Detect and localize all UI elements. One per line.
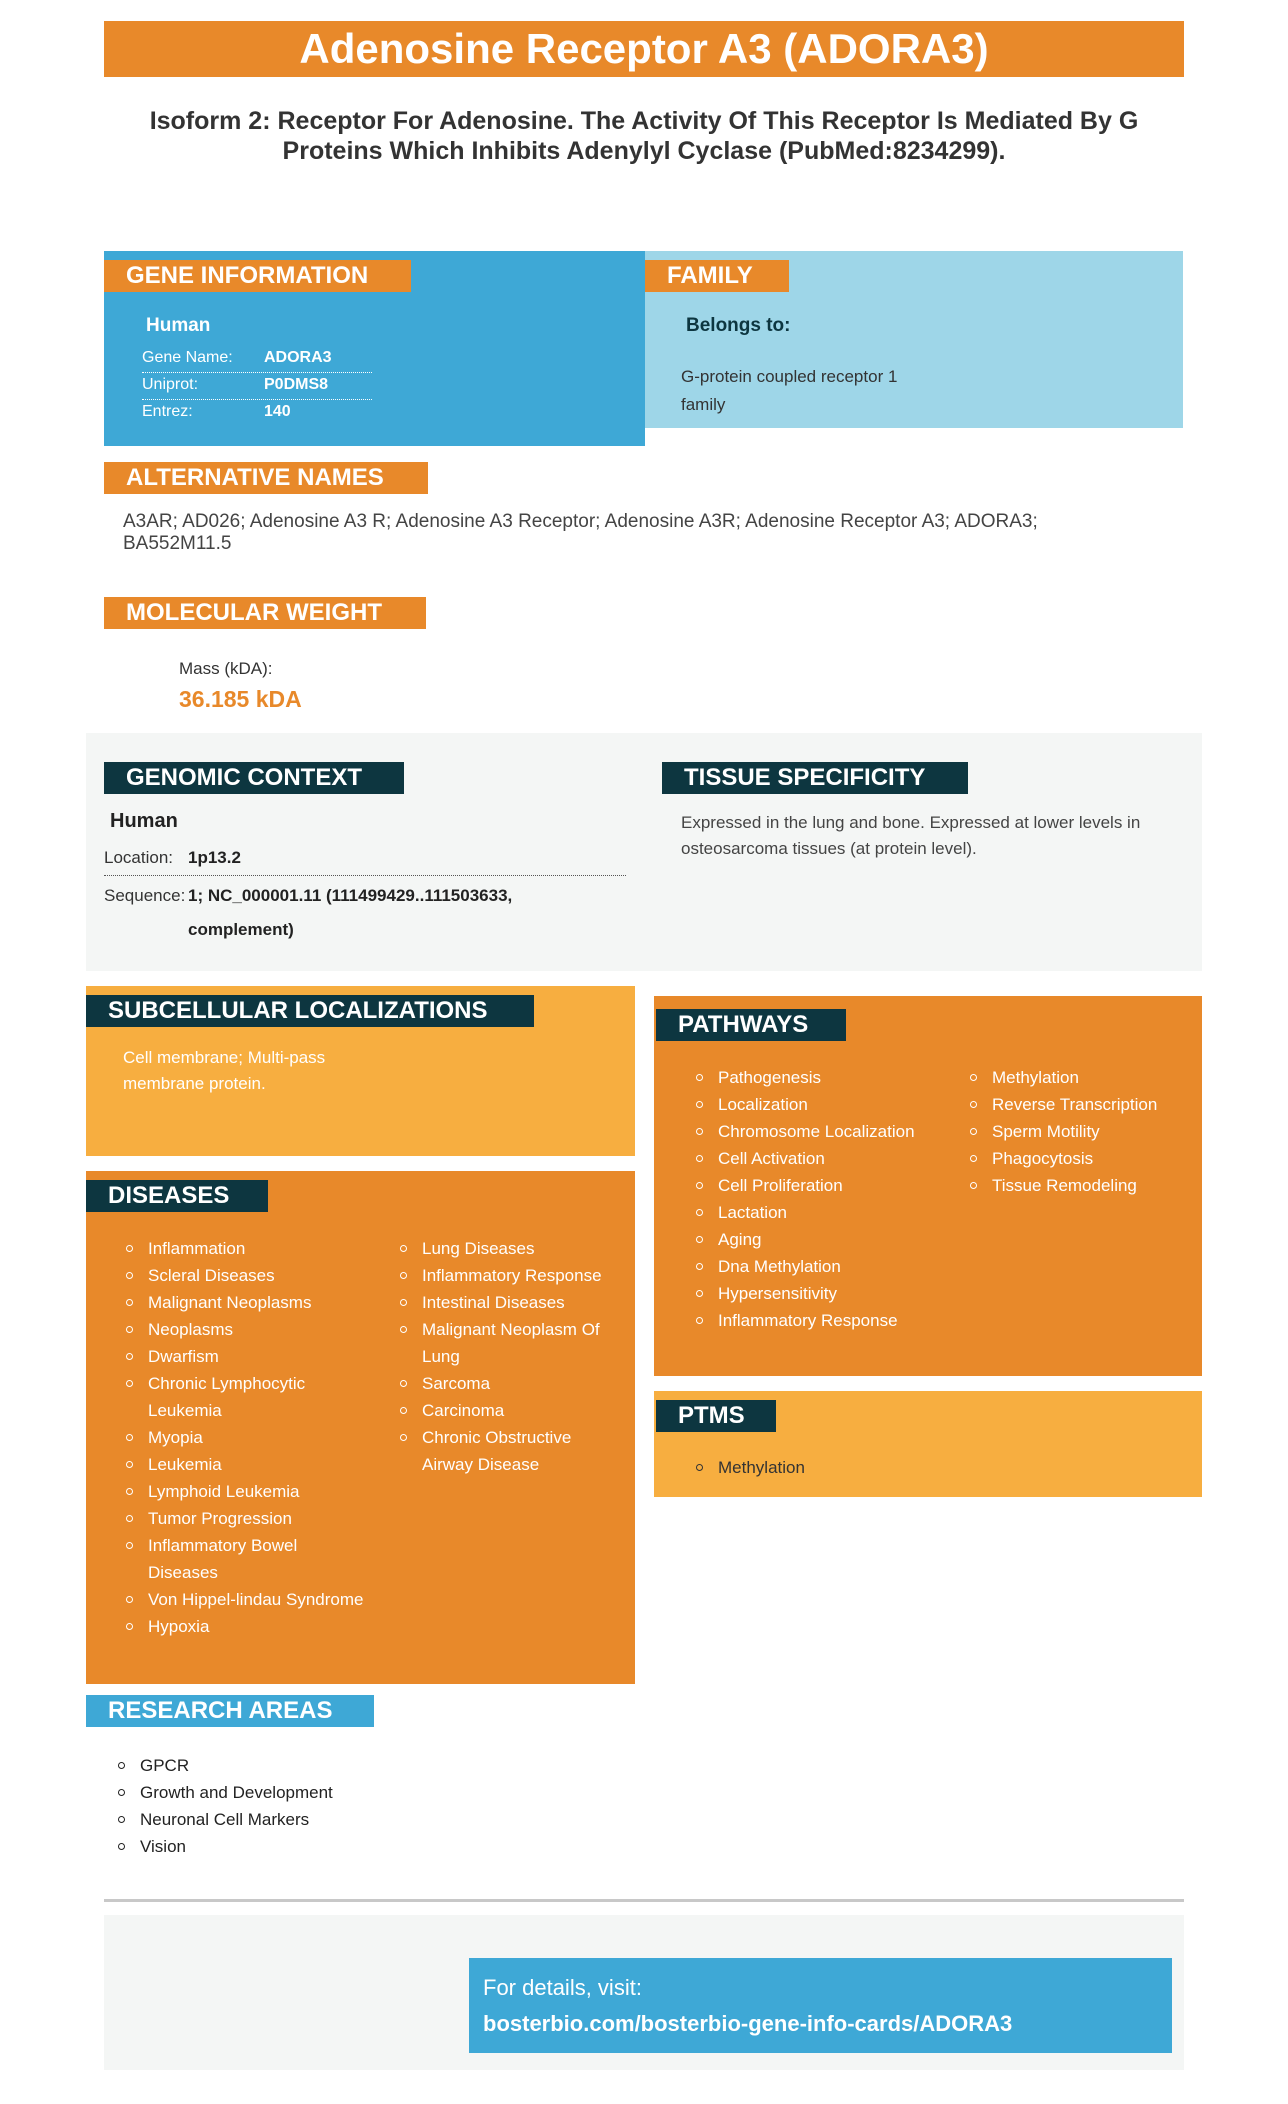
pathways-panel	[654, 996, 1202, 1376]
family-header: FAMILY	[645, 260, 789, 292]
diseases-panel	[86, 1171, 635, 1684]
gene-species: Human	[146, 315, 211, 336]
pathways-header: PATHWAYS	[656, 1009, 846, 1041]
ptms-panel	[654, 1391, 1202, 1497]
pathway-item: Localization	[694, 1091, 934, 1118]
disease-item: Tumor Progression	[124, 1505, 364, 1532]
pathway-item: Aging	[694, 1226, 934, 1253]
pathway-item: Tissue Remodeling	[968, 1172, 1188, 1199]
disease-item: Dwarfism	[124, 1343, 364, 1370]
disease-item: Malignant Neoplasms	[124, 1289, 364, 1316]
disease-item: Carcinoma	[398, 1397, 618, 1424]
gene-information-header: GENE INFORMATION	[104, 260, 411, 292]
disease-item: Leukemia	[124, 1451, 364, 1478]
ptm-item: Methylation	[694, 1454, 934, 1481]
uniprot-row	[142, 373, 372, 400]
mass-label: Mass (kDA):	[179, 659, 273, 678]
location-row	[104, 844, 626, 876]
gene-name-value: ADORA3	[264, 349, 332, 366]
pathways-list-2	[968, 1064, 1188, 1199]
pathway-item: Phagocytosis	[968, 1145, 1188, 1172]
disease-item: Chronic Obstructive Airway Disease	[398, 1424, 618, 1478]
research-areas-list	[116, 1752, 416, 1860]
disease-item: Intestinal Diseases	[398, 1289, 618, 1316]
genomic-tissue-section	[86, 733, 1202, 971]
entrez-label: Entrez:	[142, 403, 193, 420]
research-area-item: GPCR	[116, 1752, 416, 1779]
page-subtitle: Isoform 2: Receptor For Adenosine. The Activity Of This Receptor Is Mediated By G Proteins Which Inhibits Adenylyl Cyclase (PubMed:8234299).	[149, 107, 1139, 165]
disease-item: Von Hippel-lindau Syndrome	[124, 1586, 364, 1613]
sequence-value: 1; NC_000001.11 (111499429..111503633, complement)	[188, 886, 513, 939]
molecular-weight-header: MOLECULAR WEIGHT	[104, 597, 426, 629]
pathway-item: Chromosome Localization	[694, 1118, 934, 1145]
research-areas-header: RESEARCH AREAS	[86, 1695, 374, 1727]
subcellular-header: SUBCELLULAR LOCALIZATIONS	[86, 995, 534, 1027]
location-value: 1p13.2	[188, 848, 241, 867]
subcellular-panel	[86, 986, 635, 1156]
mass-value: 36.185 kDA	[179, 686, 302, 712]
disease-item: Myopia	[124, 1424, 364, 1451]
uniprot-value: P0DMS8	[264, 376, 329, 393]
genomic-species: Human	[110, 810, 178, 832]
tissue-specificity-text: Expressed in the lung and bone. Expressed at lower levels in osteosarcoma tissues (at protein level).	[681, 813, 1141, 858]
disease-item: Neoplasms	[124, 1316, 364, 1343]
disease-item: Hypoxia	[124, 1613, 364, 1640]
diseases-header: DISEASES	[86, 1180, 268, 1212]
disease-item: Scleral Diseases	[124, 1262, 364, 1289]
gene-name-row	[142, 346, 372, 373]
research-area-item: Growth and Development	[116, 1779, 416, 1806]
disease-item: Malignant Neoplasm Of Lung	[398, 1316, 618, 1370]
diseases-list-2	[398, 1235, 618, 1478]
pathway-item: Hypersensitivity	[694, 1280, 934, 1307]
gene-name-label: Gene Name:	[142, 349, 233, 366]
pathway-item: Pathogenesis	[694, 1064, 934, 1091]
footer-divider	[104, 1899, 1184, 1902]
footer-line-1: For details, visit:	[483, 1975, 642, 2000]
disease-item: Inflammatory Response	[398, 1262, 618, 1289]
family-text: G-protein coupled receptor 1 family	[681, 367, 898, 414]
research-area-item: Neuronal Cell Markers	[116, 1806, 416, 1833]
disease-item: Inflammation	[124, 1235, 364, 1262]
alternative-names-text: A3AR; AD026; Adenosine A3 R; Adenosine A3 Receptor; Adenosine A3R; Adenosine Receptor A3; ADORA3; BA552M11.5	[123, 511, 1038, 554]
pathway-item: Cell Activation	[694, 1145, 934, 1172]
pathway-item: Reverse Transcription	[968, 1091, 1188, 1118]
diseases-list-1	[124, 1235, 364, 1640]
ptms-list	[694, 1454, 934, 1481]
sequence-row	[104, 879, 626, 947]
disease-item: Sarcoma	[398, 1370, 618, 1397]
pathway-item: Sperm Motility	[968, 1118, 1188, 1145]
disease-item: Inflammatory Bowel Diseases	[124, 1532, 364, 1586]
entrez-row	[142, 400, 372, 427]
pathway-item: Inflammatory Response	[694, 1307, 934, 1334]
family-belongs-label: Belongs to:	[686, 315, 791, 336]
pathways-list-1	[694, 1064, 934, 1334]
disease-item: Chronic Lymphocytic Leukemia	[124, 1370, 364, 1424]
subcellular-text: Cell membrane; Multi-pass membrane protein.	[123, 1048, 326, 1093]
research-area-item: Vision	[116, 1833, 416, 1860]
sequence-label: Sequence:	[104, 886, 186, 905]
location-label: Location:	[104, 848, 173, 867]
pathway-item: Methylation	[968, 1064, 1188, 1091]
footer-link-box[interactable]	[469, 1958, 1172, 2053]
pathway-item: Cell Proliferation	[694, 1172, 934, 1199]
page-title: Adenosine Receptor A3 (ADORA3)	[104, 21, 1184, 77]
uniprot-label: Uniprot:	[142, 376, 199, 393]
alternative-names-header: ALTERNATIVE NAMES	[104, 462, 428, 494]
tissue-specificity-header: TISSUE SPECIFICITY	[662, 762, 968, 794]
pathway-item: Lactation	[694, 1199, 934, 1226]
ptms-header: PTMS	[656, 1400, 776, 1432]
family-panel	[645, 251, 1183, 428]
footer-url-link[interactable]: bosterbio.com/bosterbio-gene-info-cards/ADORA3	[483, 2011, 1013, 2036]
disease-item: Lung Diseases	[398, 1235, 618, 1262]
pathway-item: Dna Methylation	[694, 1253, 934, 1280]
entrez-value: 140	[264, 403, 291, 420]
disease-item: Lymphoid Leukemia	[124, 1478, 364, 1505]
genomic-context-header: GENOMIC CONTEXT	[104, 762, 404, 794]
gene-information-panel	[104, 251, 645, 446]
